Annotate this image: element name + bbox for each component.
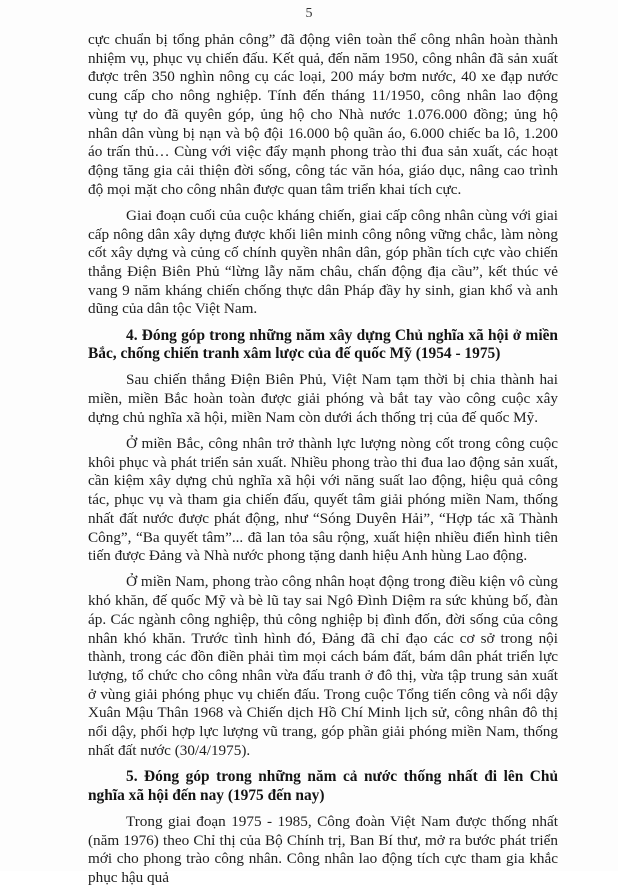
section-heading-4: 4. Đóng góp trong những năm xây dựng Chủ nghĩa xã hội ở miền Bắc, chống chiến tranh xâm lược của đế quốc Mỹ (1954 - 1975): [88, 326, 558, 363]
paragraph-after-dien-bien-phu: Sau chiến thắng Điện Biên Phủ, Việt Nam tạm thời bị chia thành hai miền, miền Bắc hoàn toàn được giải phóng và bắt tay vào công cuộc xây dựng chủ nghĩa xã hội, miền Nam còn dưới ách thống trị của đế quốc Mỹ.: [88, 371, 558, 426]
paragraph-continued: cực chuẩn bị tổng phản công” đã động viên toàn thể công nhân hoàn thành nhiệm vụ, phục vụ chiến đấu. Kết quả, đến năm 1950, công nhân đã sản xuất được trên 350 nghìn nông cụ các loại, 200 máy bơm nước, 40 xe đạp nước cung cấp cho nông nghiệp. Tính đến tháng 11/1950, công nhân lao động vùng tự do đã quyên góp, ủng hộ cho Nhà nước 1.076.000 đồng; ủng hộ nhân dân vùng bị nạn và bộ đội 16.000 bộ quần áo, 6.000 chiếc ba lô, 1.200 áo trấn thủ… Cùng với việc đẩy mạnh phong trào thi đua sản xuất, các hoạt động tăng gia cải thiện đời sống, công tác văn hóa, giáo dục, nâng cao trình độ mọi mặt cho công nhân được quan tâm triển khai tích cực.: [88, 31, 558, 198]
paragraph-south: Ở miền Nam, phong trào công nhân hoạt động trong điều kiện vô cùng khó khăn, đế quốc Mỹ và bè lũ tay sai Ngô Đình Diệm ra sức khủng bố, đàn áp. Các ngành công nghiệp, thủ công nghiệp bị đình đốn, đời sống của công nhân khó khăn. Trước tình hình đó, Đảng đã chỉ đạo các cơ sở trong nội thành, trong các đồn điền phải tìm mọi cách bám đất, bám dân phát triển lực lượng, tổ chức cho công nhân vừa đấu tranh ở đô thị, vừa tập trung sản xuất ở vùng giải phóng phục vụ chiến đấu. Trong cuộc Tổng tiến công và nổi dậy Xuân Mậu Thân 1968 và Chiến dịch Hồ Chí Minh lịch sử, công nhân đô thị nổi dậy, phối hợp lực lượng vũ trang, góp phần giải phóng miền Nam, thống nhất đất nước (30/4/1975).: [88, 573, 558, 759]
page-number: 5: [305, 6, 313, 21]
paragraph-north: Ở miền Bắc, công nhân trở thành lực lượng nòng cốt trong công cuộc khôi phục và phát triển sản xuất. Nhiều phong trào thi đua lao động sản xuất, cần kiệm xây dựng chủ nghĩa xã hội với năng suất lao động, hiệu quả công tác, phục vụ và tham gia chiến đấu, quyết tâm giải phóng miền Nam, thống nhất đất nước được phát động, như “Sóng Duyên Hải”, “Hợp tác xã Thành Công”, “Ba quyết tâm”... đã lan tỏa sâu rộng, xuất hiện nhiều điển hình tiên tiến được Đảng và Nhà nước phong tặng danh hiệu Anh hùng Lao động.: [88, 435, 558, 565]
page-content: [88, 31, 558, 895]
paragraph-final-phase-resistance: Giai đoạn cuối của cuộc kháng chiến, giai cấp công nhân cùng với giai cấp nông dân xây dựng được khối liên minh công nông vững chắc, làm nòng cốt xây dựng và củng cố chính quyền nhân dân, góp phần tích cực vào chiến thắng Điện Biên Phủ “lừng lẫy năm châu, chấn động địa cầu”, kết thúc vẻ vang 9 năm kháng chiến chống thực dân Pháp đầy hy sinh, gian khổ và anh dũng của dân tộc Việt Nam.: [88, 206, 558, 318]
paragraph-1975-1985: Trong giai đoạn 1975 - 1985, Công đoàn Việt Nam được thống nhất (năm 1976) theo Chỉ thị của Bộ Chính trị, Ban Bí thư, mở ra bước phát triển mới cho phong trào công nhân. Công nhân lao động tích cực tham gia khắc phục hậu quả: [88, 812, 558, 887]
section-heading-5: 5. Đóng góp trong những năm cả nước thống nhất đi lên Chủ nghĩa xã hội đến nay (1975 đến nay): [88, 768, 558, 804]
